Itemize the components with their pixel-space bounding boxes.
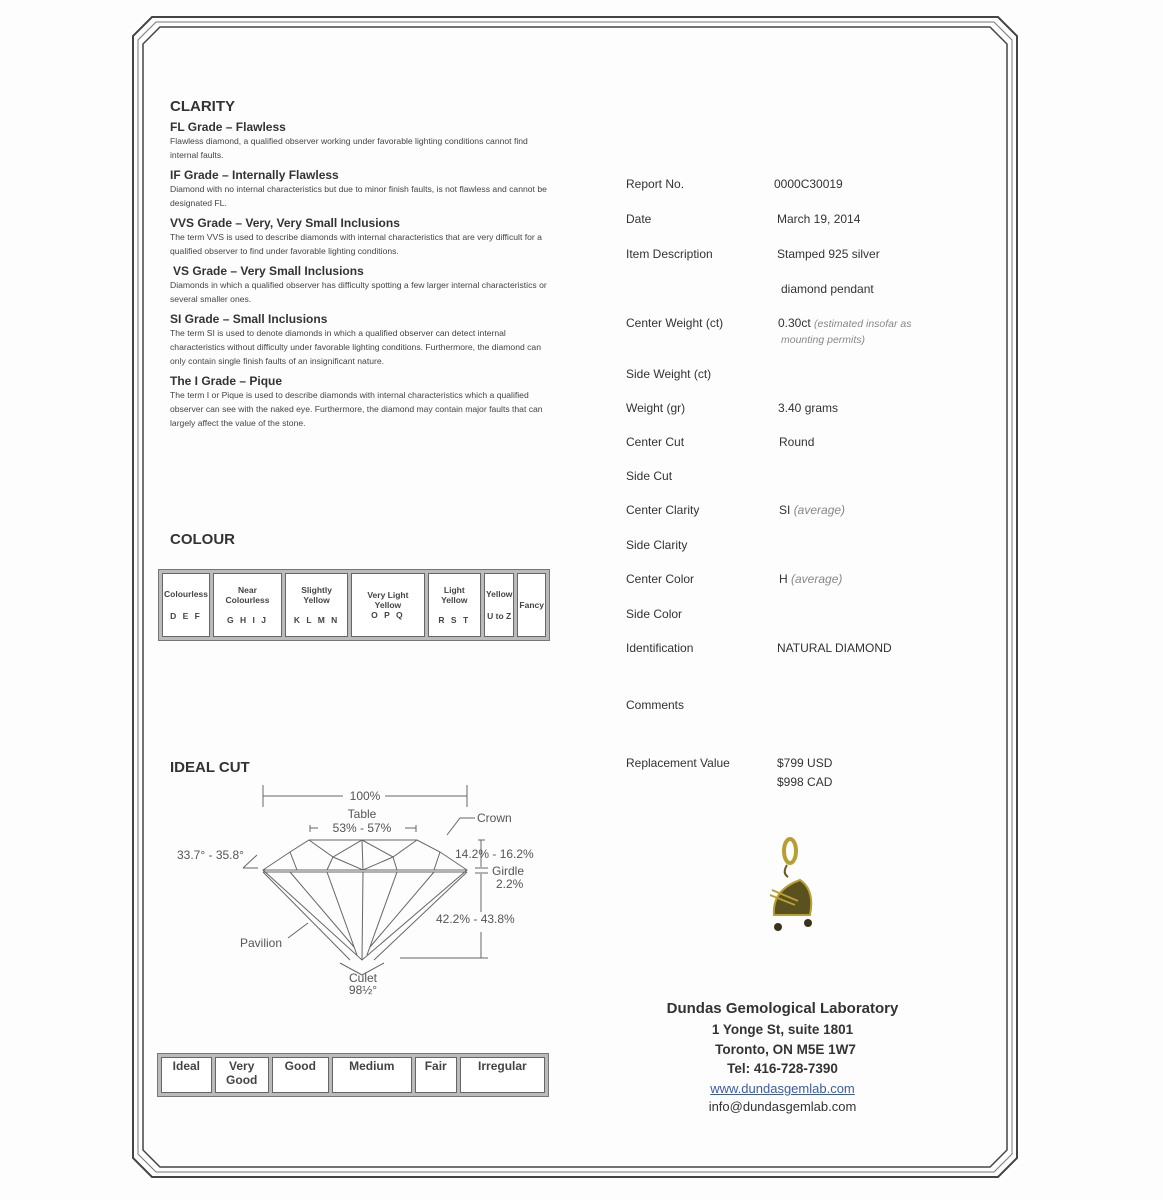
colour-grades: D E F bbox=[170, 611, 202, 621]
cut-grade-irregular: Irregular bbox=[460, 1057, 545, 1093]
report-note: (estimated insofar as bbox=[814, 318, 912, 330]
cut-grade-medium: Medium bbox=[332, 1057, 412, 1093]
report-value: NATURAL DIAMOND bbox=[777, 641, 892, 655]
cut-grade-scale bbox=[157, 1053, 549, 1097]
lab-email: info@dundasgemlab.com bbox=[708, 1099, 857, 1114]
diagram-girdle-label: Girdle bbox=[492, 864, 525, 878]
diagram-pavilion: Pavilion bbox=[240, 936, 283, 950]
lab-tel: Tel: 416-728-7390 bbox=[727, 1061, 838, 1076]
report-value: 3.40 grams bbox=[778, 401, 839, 415]
colour-title: COLOUR bbox=[170, 531, 235, 548]
diagram-culet: 98½° bbox=[348, 983, 378, 997]
diagram-pavilion-depth: 42.2% - 43.8% bbox=[436, 912, 515, 926]
grade-desc: Diamonds in which a qualified observer has difficulty spotting a few larger internal characteristics or several smaller ones. bbox=[170, 280, 547, 304]
report-value: Round bbox=[779, 435, 815, 449]
report-label: Date bbox=[626, 212, 652, 226]
diagram-table: 53% - 57% bbox=[332, 821, 392, 835]
report-value: 0.30ct bbox=[778, 316, 811, 330]
grade-desc: The term SI is used to denote diamonds in which a qualified observer can detect internal characteristics without difficulty under favorable lighting conditions. Furthermore, the diamond can only contain single finish faults of an insignificant nature. bbox=[170, 328, 541, 366]
colour-grades: G H I J bbox=[227, 615, 268, 625]
report-value: SI bbox=[779, 503, 791, 517]
report-label: Center Cut bbox=[626, 435, 685, 449]
report-label: Weight (gr) bbox=[626, 401, 686, 415]
report-value: Stamped 925 silver bbox=[777, 247, 880, 261]
report-value: H bbox=[779, 572, 788, 586]
colour-cell bbox=[517, 573, 546, 637]
cut-grade-ideal: Ideal bbox=[161, 1057, 212, 1093]
colour-cell bbox=[428, 573, 481, 637]
grade-title: IF Grade – Internally Flawless bbox=[170, 168, 339, 182]
lab-website-link[interactable]: www.dundasgemlab.com bbox=[710, 1081, 855, 1096]
colour-name: Very Light Yellow bbox=[367, 590, 409, 610]
diagram-table-label: Table bbox=[347, 807, 377, 821]
report-value: March 19, 2014 bbox=[777, 212, 861, 226]
report-label: Center Clarity bbox=[626, 503, 700, 517]
colour-grades: K L M N bbox=[293, 615, 340, 625]
diagram-crown-height: 14.2% - 16.2% bbox=[455, 847, 534, 861]
cut-grade-fair: Fair bbox=[415, 1057, 457, 1093]
cut-grade-very-good: Very Good bbox=[215, 1057, 269, 1093]
diagram-girdle: 2.2% bbox=[496, 877, 524, 891]
grade-title: VVS Grade – Very, Very Small Inclusions bbox=[170, 216, 400, 230]
clarity-grades bbox=[170, 120, 550, 430]
report-label: Identification bbox=[626, 641, 694, 655]
colour-cell bbox=[285, 573, 348, 637]
cut-grade-good: Good bbox=[272, 1057, 329, 1093]
lab-address1: 1 Yonge St, suite 1801 bbox=[711, 1022, 854, 1037]
colour-name: Near Colourless bbox=[225, 585, 270, 605]
colour-scale bbox=[158, 569, 550, 641]
report-label: Comments bbox=[626, 698, 685, 712]
clarity-title: CLARITY bbox=[170, 98, 235, 115]
colour-name: Fancy bbox=[519, 600, 544, 610]
report-value: $799 USD bbox=[777, 756, 833, 770]
report-label: Side Color bbox=[626, 607, 683, 621]
colour-cell bbox=[213, 573, 282, 637]
report-label: Side Cut bbox=[626, 469, 673, 483]
grade-title: VS Grade – Very Small Inclusions bbox=[173, 264, 364, 278]
report-label: Replacement Value bbox=[626, 756, 730, 770]
colour-grades: O P Q bbox=[371, 610, 405, 620]
grade-title: The I Grade – Pique bbox=[170, 374, 283, 388]
colour-name: Light Yellow bbox=[441, 585, 468, 605]
report-label: Item Description bbox=[626, 247, 713, 261]
diagram-crown-angle: 33.7° - 35.8° bbox=[177, 848, 244, 862]
colour-cell bbox=[351, 573, 424, 637]
diagram-width: 100% bbox=[349, 789, 381, 803]
report-note: (average) bbox=[791, 572, 843, 586]
colour-cell bbox=[484, 573, 514, 637]
colour-cell bbox=[162, 573, 210, 637]
report-label: Report No. bbox=[626, 177, 685, 191]
grade-title: FL Grade – Flawless bbox=[170, 120, 286, 134]
colour-name: Colourless bbox=[164, 589, 208, 599]
colour-grades: R S T bbox=[438, 615, 471, 625]
lab-address2: Toronto, ON M5E 1W7 bbox=[715, 1042, 856, 1057]
diagram-crown: Crown bbox=[477, 811, 512, 825]
report-label: Side Clarity bbox=[626, 538, 688, 552]
grade-desc: The term I or Pique is used to describe diamonds with internal characteristics which a qualified observer can see with the naked eye. Furthermore, the diamond may contain major faults that can largely affect the value of the stone. bbox=[170, 390, 543, 428]
ideal-cut-title: IDEAL CUT bbox=[170, 759, 250, 776]
report-label: Side Weight (ct) bbox=[626, 367, 712, 381]
report-note: (average) bbox=[793, 503, 846, 517]
diamond-proportions-diagram bbox=[160, 780, 560, 1010]
report-note: mounting permits) bbox=[781, 334, 866, 346]
grade-desc: The term VVS is used to describe diamonds with internal characteristics that are very difficult for a qualified observer to find under favorable lighting conditions. bbox=[170, 232, 542, 256]
colour-name: Slightly Yellow bbox=[301, 585, 332, 605]
pendant-photo bbox=[760, 835, 830, 945]
report-label: Center Weight (ct) bbox=[626, 316, 724, 330]
colour-name: Yellow bbox=[485, 589, 513, 599]
report-value: diamond pendant bbox=[781, 282, 874, 296]
lab-contact bbox=[640, 1000, 925, 1114]
grade-title: SI Grade – Small Inclusions bbox=[170, 312, 328, 326]
lab-name: Dundas Gemological Laboratory bbox=[666, 1000, 899, 1017]
diagram-culet-label: Culet bbox=[348, 971, 378, 985]
report-label: Center Color bbox=[626, 572, 695, 586]
report-value: $998 CAD bbox=[777, 775, 833, 789]
grade-desc: Flawless diamond, a qualified observer working under favorable lighting conditions cannot find internal faults. bbox=[170, 136, 528, 160]
grade-desc: Diamond with no internal characteristics but due to minor finish faults, is not flawless and cannot be designated FL. bbox=[170, 184, 547, 208]
report-value: 0000C30019 bbox=[774, 177, 843, 191]
colour-grades: U to Z bbox=[487, 611, 512, 621]
